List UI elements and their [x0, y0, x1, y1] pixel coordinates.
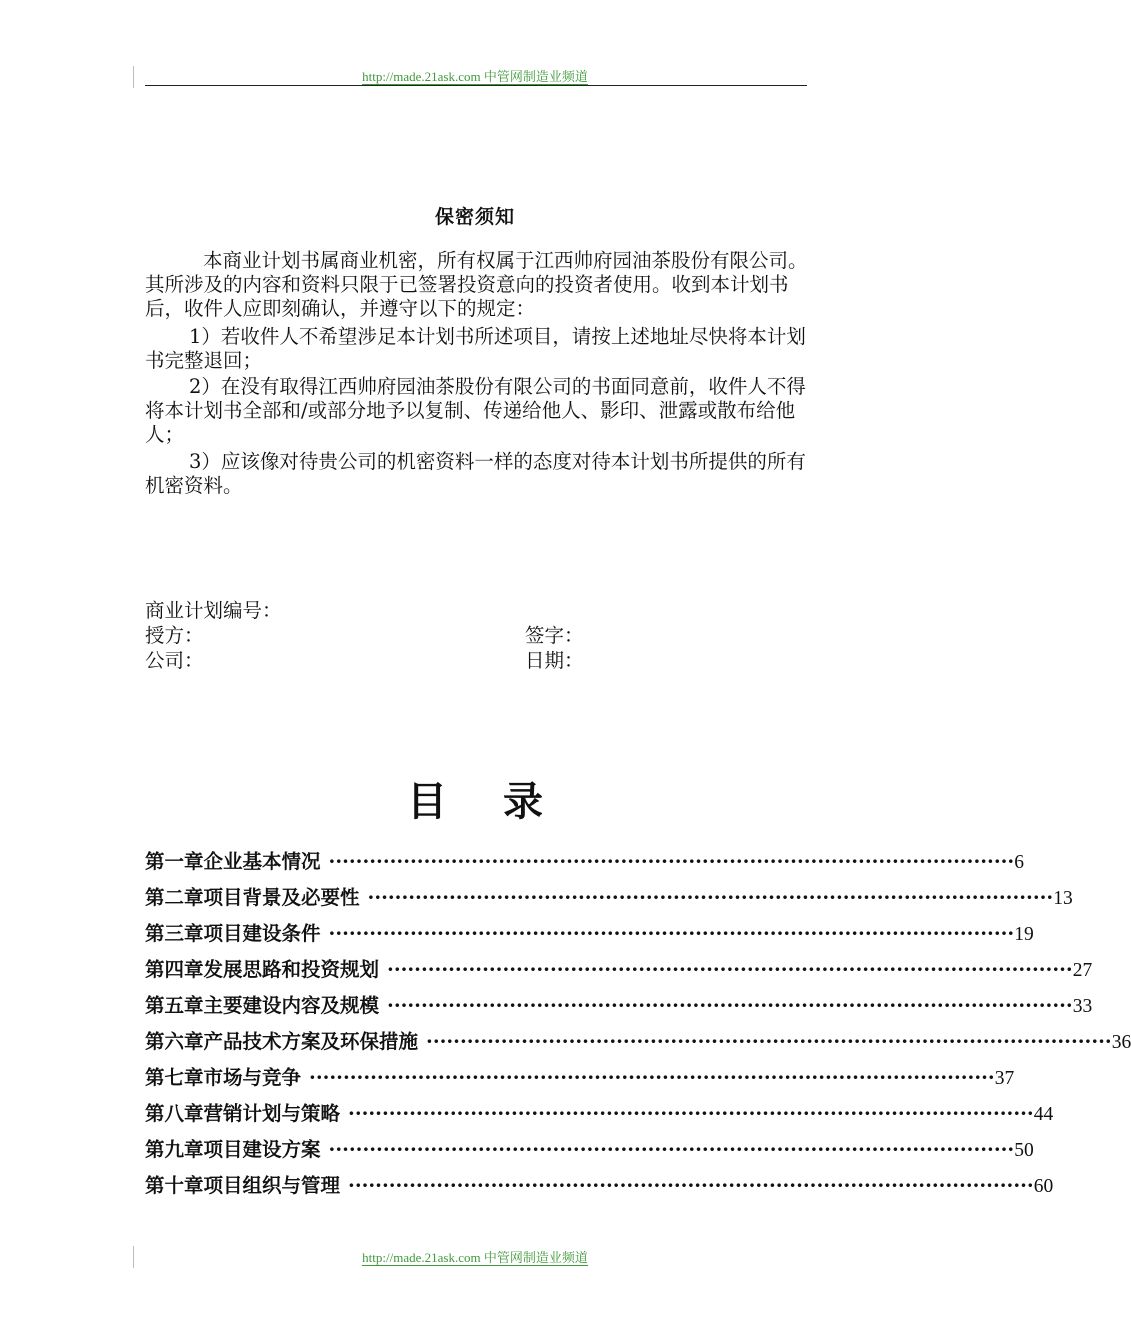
toc-chapter: 第七章 — [145, 1066, 204, 1089]
toc-page-number: 13 — [1053, 888, 1073, 909]
date-label: 日期： — [525, 649, 584, 672]
toc-page-number: 37 — [994, 1068, 1015, 1089]
toc-entry[interactable] — [145, 882, 1073, 909]
toc-leader-dots: ····································································································· — [328, 850, 1015, 873]
notice-rule-2: 2）在没有取得江西帅府园油茶股份有限公司的书面同意前，收件人不得将本计划书全部和/或部分地予以复制、传递给他人、影印、泄露或散布给他人； — [145, 375, 806, 446]
toc-chapter: 第十章 — [145, 1174, 204, 1197]
toc-chapter: 第一章 — [145, 850, 204, 873]
toc-chapter-name: 项目背景及必要性 — [203, 886, 360, 909]
toc-page-number: 19 — [1014, 924, 1034, 945]
grantee-label: 授方： — [145, 624, 204, 647]
toc-leader-dots: ····································································································· — [426, 1030, 1112, 1053]
footer-link-text[interactable]: http://made.21ask.com 中管网制造业频道 — [362, 1250, 588, 1265]
notice-title: 保密须知 — [434, 206, 515, 228]
toc-chapter-name: 市场与竞争 — [203, 1066, 302, 1089]
notice-rule-1: 1）若收件人不希望涉足本计划书所述项目，请按上述地址尽快将本计划书完整退回； — [145, 325, 806, 372]
toc-page-number: 27 — [1072, 960, 1093, 981]
toc-leader-dots: ····································································································· — [348, 1102, 1034, 1125]
toc-page-number: 60 — [1033, 1176, 1054, 1197]
toc-chapter-name: 主要建设内容及规模 — [203, 994, 380, 1017]
toc-chapter-name: 项目组织与管理 — [203, 1174, 341, 1197]
toc-entry[interactable] — [145, 1098, 1054, 1125]
toc-page-number: 50 — [1014, 1140, 1034, 1161]
signature-label: 签字： — [525, 624, 584, 647]
toc-leader-dots: ····································································································· — [328, 922, 1015, 945]
toc-leader-dots: ····································································································· — [387, 958, 1073, 981]
toc-leader-dots: ····································································································· — [348, 1174, 1034, 1197]
toc-entry[interactable] — [145, 1170, 1054, 1197]
toc-chapter-name: 项目建设方案 — [203, 1138, 321, 1161]
toc-page-number: 6 — [1014, 852, 1024, 873]
toc-entry[interactable] — [145, 954, 1093, 981]
toc-entry[interactable] — [145, 990, 1093, 1017]
toc-chapter: 第六章 — [145, 1030, 204, 1053]
toc-title: 目录 — [407, 778, 599, 825]
toc-entry[interactable] — [145, 846, 1024, 873]
toc-chapter: 第二章 — [145, 886, 204, 909]
notice-rule-3: 3）应该像对待贵公司的机密资料一样的态度对待本计划书所提供的所有机密资料。 — [145, 450, 806, 497]
toc-entry[interactable] — [145, 918, 1034, 945]
header-link-text[interactable]: http://made.21ask.com 中管网制造业频道 — [362, 69, 588, 84]
toc-chapter-name: 企业基本情况 — [203, 850, 321, 873]
toc-chapter: 第八章 — [145, 1102, 204, 1125]
toc-chapter-name: 产品技术方案及环保措施 — [203, 1030, 419, 1053]
toc-chapter-name: 发展思路和投资规划 — [203, 958, 380, 981]
toc-page-number: 33 — [1072, 996, 1093, 1017]
header-rule — [145, 85, 807, 86]
toc-chapter: 第三章 — [145, 922, 204, 945]
footer-link[interactable] — [0, 1247, 950, 1266]
company-label: 公司： — [145, 649, 204, 672]
toc-chapter: 第九章 — [145, 1138, 204, 1161]
notice-intro: 本商业计划书属商业机密，所有权属于江西帅府园油茶股份有限公司。其所涉及的内容和资料只限于已签署投资意向的投资者使用。收到本计划书后，收件人应即刻确认，并遵守以下的规定： — [145, 249, 808, 320]
toc-entry[interactable] — [145, 1062, 1015, 1089]
toc-chapter: 第五章 — [145, 994, 204, 1017]
toc-entry[interactable] — [145, 1026, 1131, 1053]
plan-number-label: 商业计划编号： — [145, 599, 282, 622]
toc-leader-dots: ····································································································· — [328, 1138, 1015, 1161]
toc-page-number: 36 — [1111, 1032, 1131, 1053]
toc-chapter-name: 营销计划与策略 — [203, 1102, 341, 1125]
toc-leader-dots: ····································································································· — [309, 1066, 995, 1089]
toc-leader-dots: ····································································································· — [367, 886, 1054, 909]
header-link[interactable] — [0, 66, 950, 85]
toc-leader-dots: ····································································································· — [387, 994, 1073, 1017]
toc-chapter-name: 项目建设条件 — [203, 922, 321, 945]
toc-chapter: 第四章 — [145, 958, 204, 981]
toc-page-number: 44 — [1033, 1104, 1054, 1125]
toc-entry[interactable] — [145, 1134, 1034, 1161]
